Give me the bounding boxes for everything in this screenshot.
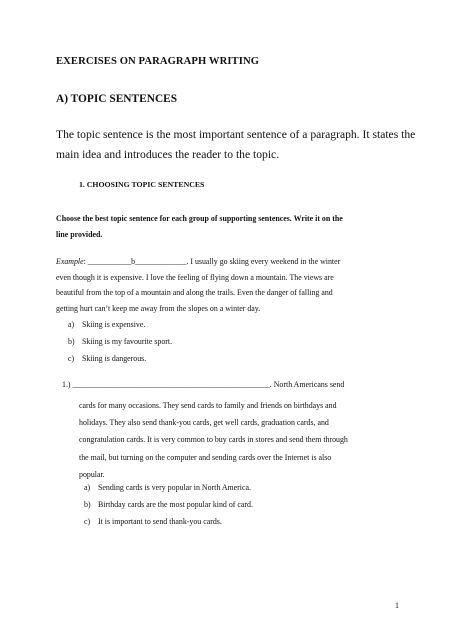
option-letter: c): [84, 517, 91, 526]
question-line: cards for many occasions. They send cards to family and friends on birthdays and: [79, 401, 337, 410]
intro-paragraph: [56, 125, 415, 165]
option-letter: b): [68, 337, 75, 346]
option-text: Skiing is dangerous.: [82, 354, 147, 363]
intro-line: main idea and introduces the reader to the topic.: [56, 148, 280, 161]
option-letter: c): [68, 354, 75, 363]
example-line: getting hurt can’t keep me away from the slopes on a winter day.: [56, 303, 261, 313]
question-1-option-b: [84, 500, 253, 509]
example-line: [56, 254, 340, 270]
question-1-option-a: [84, 483, 251, 492]
instruction-line: Choose the best topic sentence for each group of supporting sentences. Write it on the: [56, 214, 343, 223]
option-letter: a): [84, 483, 91, 492]
example-label: Example: [56, 257, 84, 266]
question-line: popular.: [79, 469, 105, 479]
example-first-line: : ___________b_____________. I usually go skiing every weekend in the winter: [83, 257, 341, 266]
option-letter: a): [68, 320, 75, 329]
document-title: EXERCISES ON PARAGRAPH WRITING: [56, 56, 260, 67]
instruction-line: line provided.: [56, 230, 103, 239]
option-text: Sending cards is very popular in North America.: [98, 483, 251, 492]
example-option-c: [68, 354, 146, 363]
question-1-paragraph: [79, 397, 348, 483]
section-heading: A) TOPIC SENTENCES: [56, 93, 178, 105]
option-letter: b): [84, 500, 91, 509]
example-line: beautiful from the top of a mountain and along the trails. Even the danger of falling and: [56, 288, 333, 298]
question-line: the mail, but turning on the computer and sending cards over the Internet is also: [79, 452, 332, 462]
option-text: Skiing is expensive.: [82, 320, 146, 329]
example-option-a: [68, 320, 145, 329]
question-1-first-line: 1.) __________________________________________________. North Americans send: [62, 380, 345, 389]
option-text: Skiing is my favourite sport.: [82, 337, 173, 346]
option-text: Birthday cards are the most popular kind of card.: [98, 500, 253, 509]
page-number: 1: [395, 601, 399, 610]
question-line: congratulation cards. It is very common to buy cards in stores and send them through: [79, 435, 348, 445]
option-text: It is important to send thank-you cards.: [98, 517, 222, 526]
question-line: holidays. They also send thank-you cards, get well cards, graduation cards, and: [79, 418, 329, 428]
instructions: [56, 211, 343, 243]
example-paragraph: [56, 254, 340, 316]
question-1-option-c: [84, 517, 222, 526]
subsection-heading: 1. CHOOSING TOPIC SENTENCES: [79, 180, 205, 189]
example-option-b: [68, 337, 172, 346]
example-line: even though it is expensive. I love the feeling of flying down a mountain. The views are: [56, 272, 334, 282]
intro-line: The topic sentence is the most important sentence of a paragraph. It states the: [56, 128, 416, 141]
